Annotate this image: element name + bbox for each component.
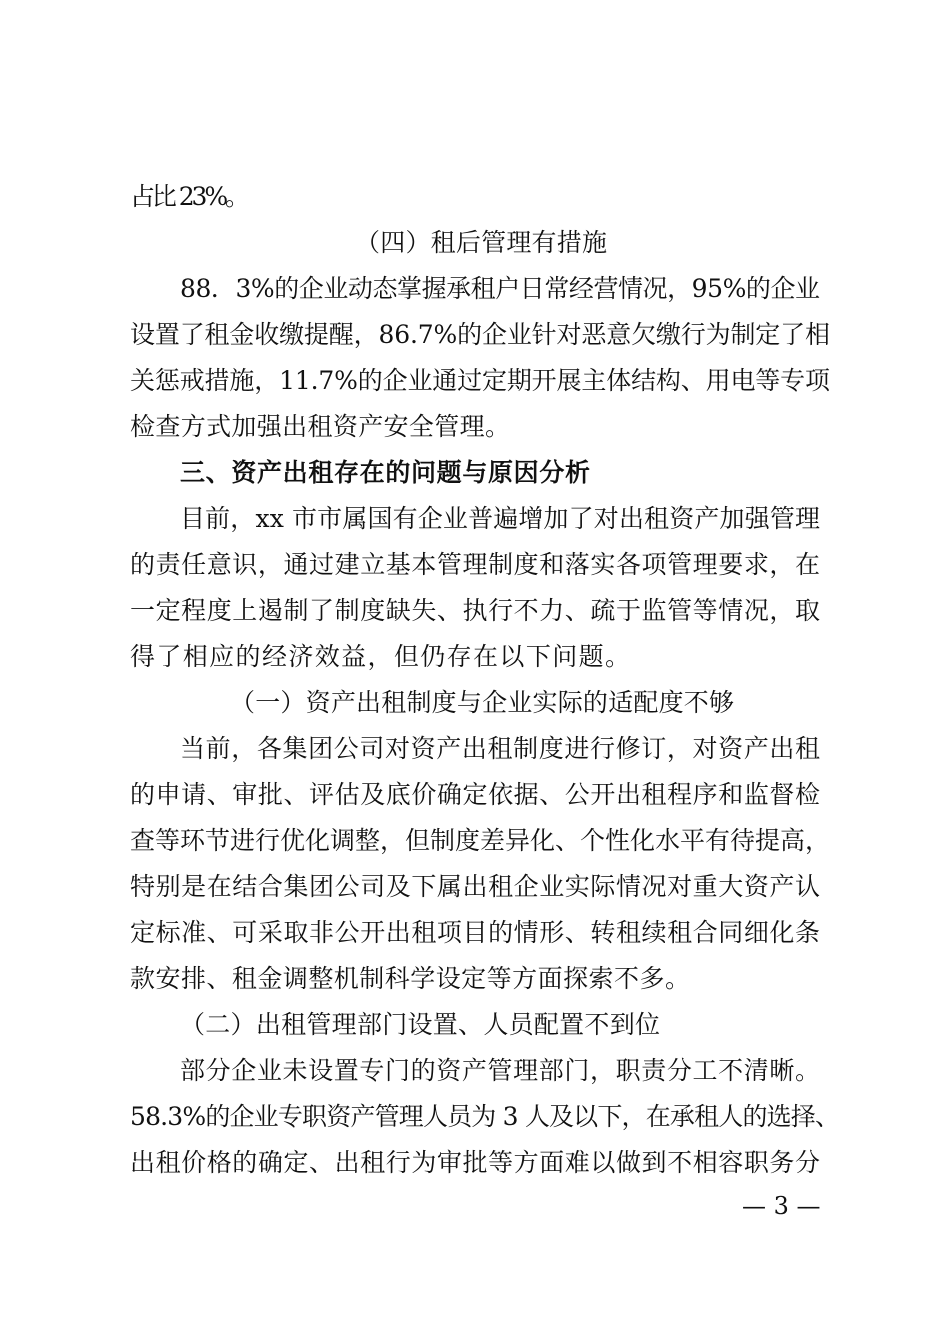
section-heading: （四）租后管理有措施 <box>355 228 608 257</box>
text-line: 检查方式加强出租资产安全管理。 <box>130 412 511 441</box>
text-line: 出租价格的确定、出租行为审批等方面难以做到不相容职务分 <box>130 1148 821 1177</box>
chapter-heading: 三、资产出租存在的问题与原因分析 <box>180 458 591 487</box>
text-line: 特别是在结合集团公司及下属出租企业实际情况对重大资产认 <box>130 872 821 901</box>
text-line: 部分企业未设置专门的资产管理部门，职责分工不清晰。 <box>180 1056 821 1085</box>
text-line: 关惩戒措施，11.7%的企业通过定期开展主体结构、用电等专项 <box>130 366 830 395</box>
text-line: 的申请、审批、评估及底价确定依据、公开出租程序和监督检 <box>130 780 821 809</box>
page-number: — 3 — <box>742 1192 821 1220</box>
text-line: 当前，各集团公司对资产出租制度进行修订，对资产出租 <box>180 734 821 763</box>
text-line: 定标准、可采取非公开出租项目的情形、转租续租合同细化条 <box>130 918 821 947</box>
text-line: 的责任意识，通过建立基本管理制度和落实各项管理要求，在 <box>130 550 821 579</box>
text-line: 目前，xx 市市属国有企业普遍增加了对出租资产加强管理 <box>180 504 821 533</box>
text-line: 88．3%的企业动态掌握承租户日常经营情况，95%的企业 <box>180 274 820 303</box>
text-line: 得了相应的经济效益，但仍存在以下问题。 <box>130 642 632 671</box>
text-line: 一定程度上遏制了制度缺失、执行不力、疏于监管等情况，取 <box>130 596 821 625</box>
text-line: 58.3%的企业专职资产管理人员为 3 人及以下，在承租人的选择、 <box>130 1102 840 1131</box>
text-line: 占比 23%。 <box>130 182 247 211</box>
text-line: 设置了租金收缴提醒，86.7%的企业针对恶意欠缴行为制定了相 <box>130 320 830 349</box>
section-heading: （一）资产出租制度与企业实际的适配度不够 <box>230 688 735 717</box>
section-heading: （二）出租管理部门设置、人员配置不到位 <box>180 1010 661 1039</box>
text-line: 查等环节进行优化调整，但制度差异化、个性化水平有待提高， <box>130 826 830 855</box>
text-line: 款安排、租金调整机制科学设定等方面探索不多。 <box>130 964 691 993</box>
